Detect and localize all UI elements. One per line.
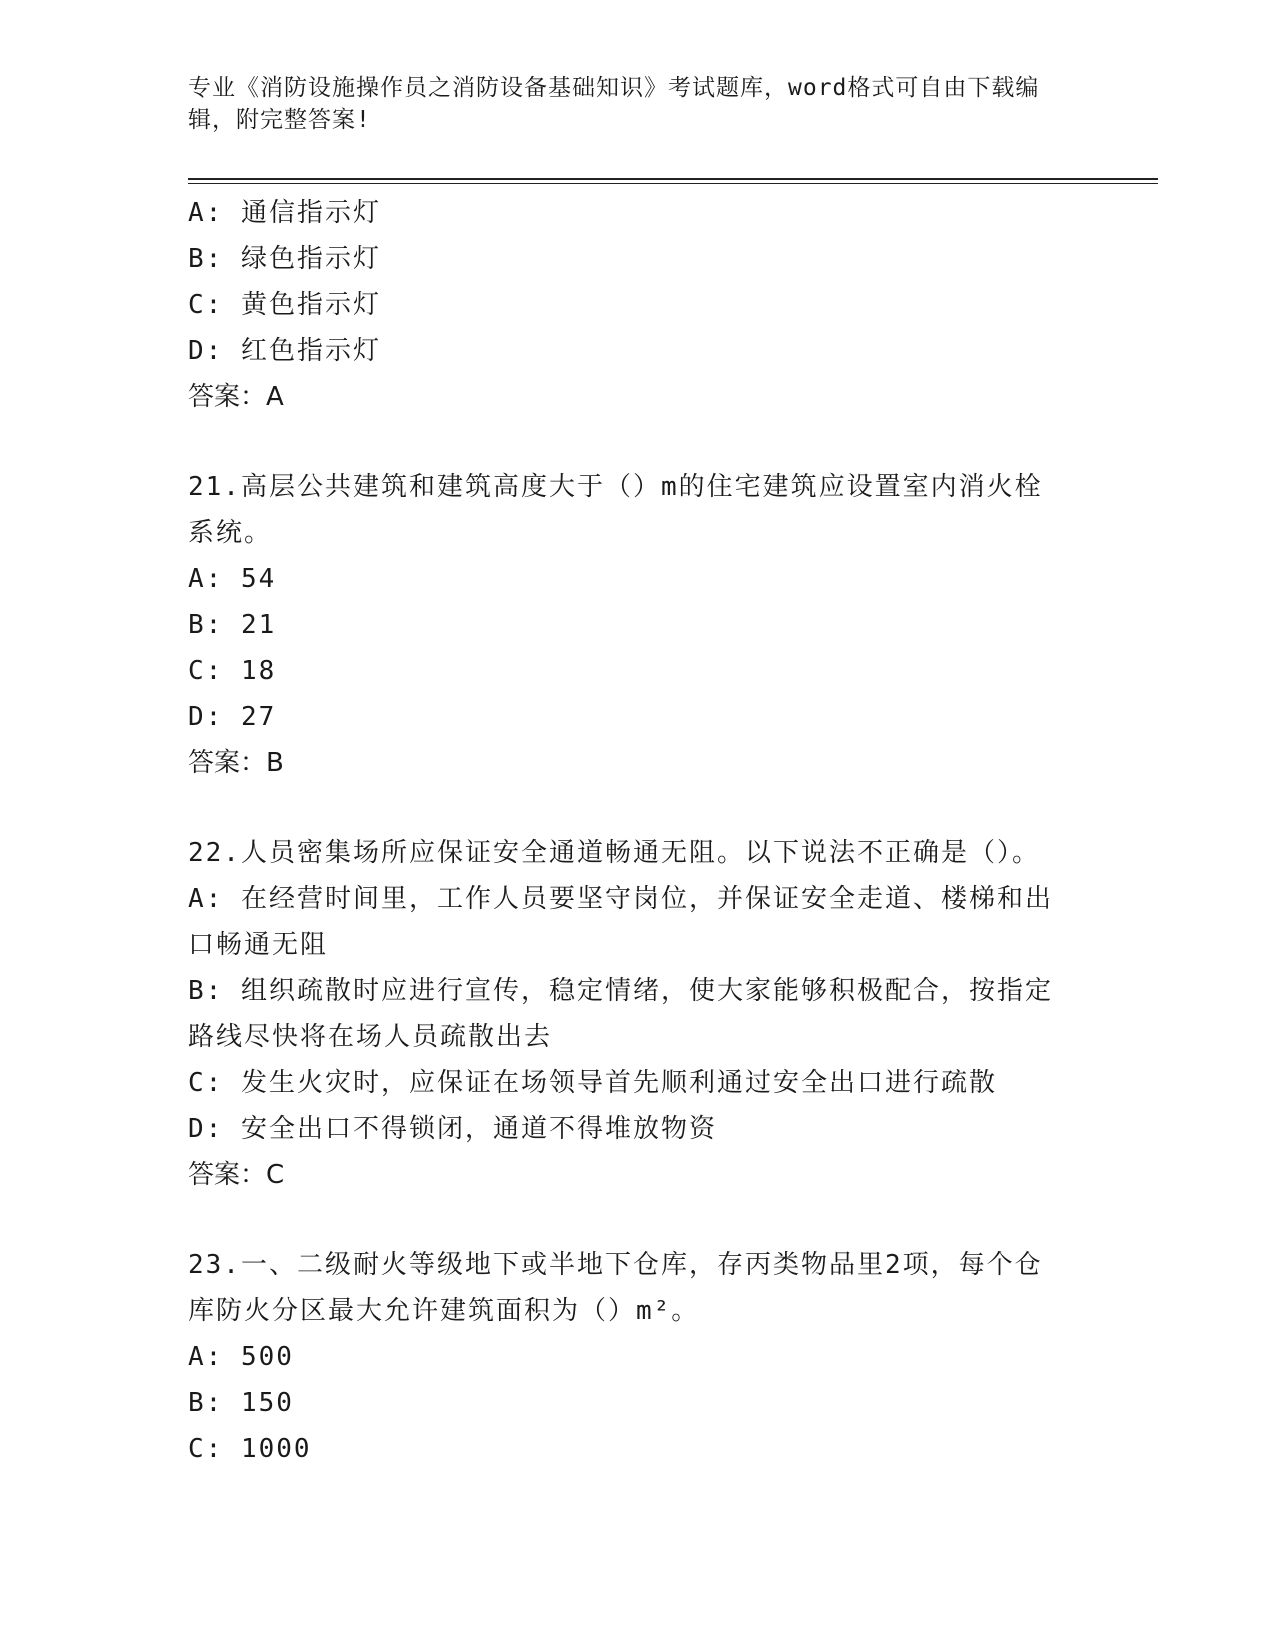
option-c: C: 黄色指示灯	[188, 290, 381, 320]
option-c: C: 发生火灾时，应保证在场领导首先顺利通过安全出口进行疏散	[188, 1068, 997, 1098]
question-20-options	[188, 190, 1088, 420]
spacer	[188, 786, 1088, 830]
option-b: B: 绿色指示灯	[188, 244, 381, 274]
answer-22: 答案：C	[188, 1160, 285, 1190]
header-rule-thin	[188, 183, 1158, 184]
option-b: B: 组织疏散时应进行宣传，稳定情绪，使大家能够积极配合，按指定	[188, 976, 1053, 1006]
question-stem: 23.一、二级耐火等级地下或半地下仓库，存丙类物品里2项，每个仓	[188, 1250, 1043, 1280]
option-c: C: 18	[188, 656, 277, 686]
option-a-continued: 口畅通无阻	[188, 930, 329, 960]
header-line-1: 专业《消防设施操作员之消防设备基础知识》考试题库，word格式可自由下载编	[188, 75, 1040, 101]
option-a: A: 54	[188, 564, 277, 594]
option-b-continued: 路线尽快将在场人员疏散出去	[188, 1022, 553, 1052]
option-d: D: 27	[188, 702, 277, 732]
question-21	[188, 464, 1088, 786]
option-d: D: 红色指示灯	[188, 336, 381, 366]
option-a: A: 500	[188, 1342, 294, 1372]
spacer	[188, 420, 1088, 464]
question-stem: 22.人员密集场所应保证安全通道畅通无阻。以下说法不正确是（）。	[188, 838, 1040, 868]
document-content	[188, 190, 1088, 1472]
question-stem-continued: 系统。	[188, 518, 273, 548]
option-c: C: 1000	[188, 1434, 312, 1464]
option-a: A: 通信指示灯	[188, 198, 381, 228]
question-23	[188, 1242, 1088, 1472]
spacer	[188, 1198, 1088, 1242]
question-stem: 21.高层公共建筑和建筑高度大于（）m的住宅建筑应设置室内消火栓	[188, 472, 1043, 502]
answer-21: 答案：B	[188, 748, 284, 778]
header-line-2: 辑，附完整答案!	[188, 107, 371, 133]
option-a: A: 在经营时间里，工作人员要坚守岗位，并保证安全走道、楼梯和出	[188, 884, 1053, 914]
header-rule-thick	[188, 178, 1158, 180]
document-header	[188, 72, 1088, 136]
question-22	[188, 830, 1088, 1198]
option-b: B: 150	[188, 1388, 294, 1418]
answer-20: 答案：A	[188, 382, 284, 412]
option-b: B: 21	[188, 610, 277, 640]
question-stem-continued: 库防火分区最大允许建筑面积为（）m²。	[188, 1296, 700, 1326]
option-d: D: 安全出口不得锁闭，通道不得堆放物资	[188, 1114, 717, 1144]
